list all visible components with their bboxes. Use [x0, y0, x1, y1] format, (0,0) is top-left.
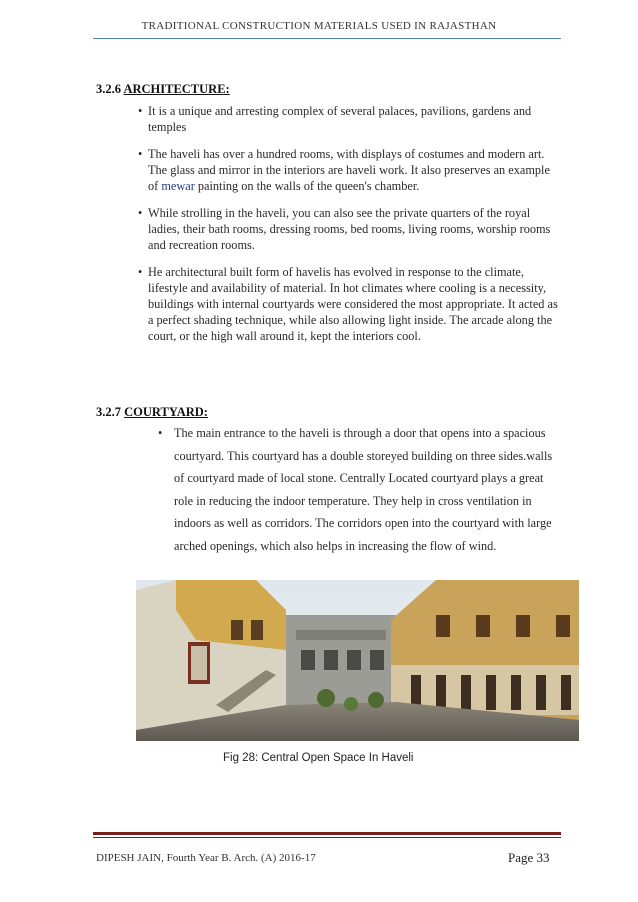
running-header: TRADITIONAL CONSTRUCTION MATERIALS USED IN RAJASTHAN — [141, 20, 497, 32]
architecture-bullet-list — [138, 103, 558, 355]
list-item: • It is a unique and arresting complex of several palaces, pavilions, gardens and temples — [138, 104, 532, 134]
courtyard-section-title: COURTYARD: — [124, 405, 208, 419]
courtyard-section-number: 3.2.7 — [96, 405, 121, 419]
haveli-courtyard-photo — [136, 580, 579, 741]
footer-rule-thick — [93, 832, 561, 835]
bullet-icon: • — [158, 426, 163, 440]
footer-rule-thin — [93, 837, 561, 838]
footer-author: DIPESH JAIN, Fourth Year B. Arch. (A) 2016-17 — [96, 852, 316, 864]
list-item: • The main entrance to the haveli is through a door that opens into a spacious courtyard. This courtyard has a double storeyed building on three sides.walls of courtyard made of local stone. Centrally Located courtyard plays a great role in reducing the indoor temperature. They help in cross ventilation in indoors as well as corridors. The corridors open into the courtyard with large arched openings, which also helps in increasing the flow of wind. — [158, 422, 558, 557]
bullet-icon: • — [138, 147, 143, 161]
bullet-icon: • — [138, 104, 143, 118]
mewar-link[interactable]: mewar — [161, 179, 195, 193]
page-number: Page 33 — [508, 850, 550, 865]
courtyard-heading — [96, 405, 208, 420]
courtyard-illustration — [136, 580, 579, 741]
architecture-section-number: 3.2.6 — [96, 82, 121, 96]
architecture-heading — [96, 82, 230, 97]
bullet-icon: • — [138, 206, 143, 220]
courtyard-bullet-list — [158, 422, 558, 557]
header-rule — [93, 38, 561, 39]
list-item: • He architectural built form of havelis has evolved in response to the climate, lifestyle and availability of material. In hot climates where cooling is a necessity, buildings with internal courtyards were considered the most appropriate. It acted as a perfect shading technique, while also allowing light inside. The arcade along the court, or the high wall around it, kept the interiors cool. — [138, 265, 558, 343]
list-item: • While strolling in the haveli, you can also see the private quarters of the royal ladies, their bath rooms, dressing rooms, bed rooms, living rooms, worship rooms and recreation rooms. — [138, 206, 551, 252]
list-item: • The haveli has over a hundred rooms, with displays of costumes and modern art. The glass and mirror in the interiors are haveli work. It also preserves an example of mewar painting on the walls of the queen's chamber. — [138, 147, 550, 193]
architecture-section-title: ARCHITECTURE: — [123, 82, 230, 96]
figure-caption: Fig 28: Central Open Space In Haveli — [223, 752, 414, 764]
bullet-icon: • — [138, 265, 143, 279]
